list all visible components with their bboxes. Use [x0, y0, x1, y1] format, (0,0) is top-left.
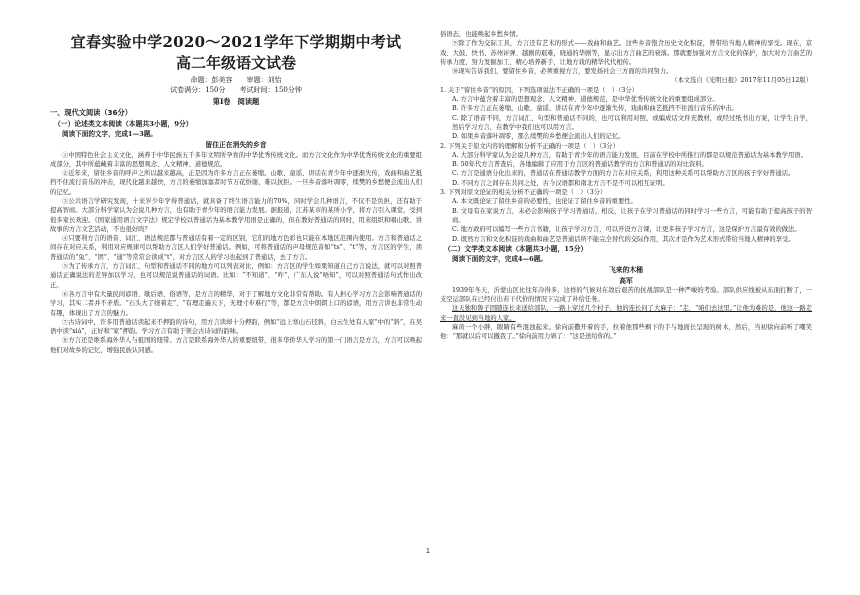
subsection-heading: （二）文学类文本阅读（本题共3小题，15分）	[444, 244, 588, 253]
question-2: 2. 下列关于原文内容的理解和分析不正确的一项是（ ）（3分）	[440, 142, 619, 150]
question-1: 1. 关于“留住乡音”的原因，下列选项说法不正确的一项是（ ）（3分）	[440, 86, 638, 94]
article-title: 留住正在消失的乡音	[205, 140, 267, 149]
exam-authors: 命题：彭美容 审题：刘怡	[190, 76, 282, 84]
subsection-heading: （一）论述类文本阅读（本题共3小题，9分）	[54, 119, 193, 128]
story-paragraph: 1939年冬天，沂蒙山区比往年冷得多，这样的气候对在敌后艰苦的抗战部队是一种严峻的考验。部队供应线被从东面打断了，一支空运部队在已经付出若干代价的情况下完成了补给任务。	[440, 286, 812, 304]
option: C. 除了语音不同，方言词汇、句型和普通话不同的，也可以利用对照，或编成话文件充教材，或经过纸书出方案，让学生自学，然后学习方言，在教学中我们也可以用方言。	[452, 114, 812, 131]
story-paragraph-underlined: 这天独和鲁子固随连长来送给部队，一路上穿过几个村子，他的连长问了大麻子：“走，“咱们去这里。”让他为难的是，他这一路走来一直没见到当地的人家。	[440, 305, 812, 322]
story-title: 飞来的木桶	[609, 265, 643, 274]
option: C. 地方政府可以编写一些方言书籍，让孩子学习方言，可以开设方言课，让更多孩子学习方言，这是保护方言最有效的做法。	[452, 226, 801, 234]
right-column	[440, 30, 812, 342]
paragraph: ⑩现实告诉我们，要留住乡音，必须重视方言，要发扬社会三方面的共同努力。	[452, 68, 673, 76]
left-column	[50, 30, 422, 355]
paragraph: ⑥各方言中有大量民间谚语、歇后语、俗语等，是方言的精华，对于了解地方文化非常有帮助。有人担心学习方言会影响普通话的学习，其实二者并不矛盾。“石头大了绕着走”、“有理走遍天下，无理寸步难行”等，都是方言中朗朗上口的谚语，用方言讲也非常生动有趣，体现出了方言的魅力。	[50, 290, 422, 317]
instruction: 阅读下面的文字，完成4—6题。	[452, 254, 547, 263]
volume-heading: 第Ⅰ卷 阅读题	[212, 97, 260, 106]
story-paragraph: 麻黄一个小胖，眼睛有些混浊起来。徐向前撒开着的手，拉着他那些剩下的手与地面长呈现的树木，然后，当初徐向前听了嘲笑他：“那就以后可以撤我了。”徐向前用力剁了：“这是送给你的。”	[440, 324, 812, 341]
option: A. 方言中蕴含着丰富的思想观念、人文精神、道德规范，是中华优秀传统文化的重要组成部分。	[452, 96, 719, 104]
paragraph: ③公共语言学研究发现，十来岁少年学得普通话，就具备了终生语言能力的70%，同时学会几种语言，不仅不是负担，还有助于提高智商。大部分科学家认为会说几种方言，也有助于青少年的语言能力发展。据报道，江苏某市的某所小学，将方言引入课堂，受到很多家长欢迎。《国家通用语言文字法》规定学校以普通话为基本教学用语是正确的，但在教好普通话的同时，用来组织和唱山歌、讲故事的方言文艺活动，不也很好吗？	[50, 197, 422, 233]
option: A. 大部分科学家认为会说几种方言，有助于青少年的语言能力发展，目前在学校中所推行的都是以规范普通话为基本教学用语。	[452, 151, 807, 159]
paragraph: ⑤为了传承方言，方言词汇、句型和普通话不同的地方可以列表对比，例如：方言区的学生如果知道自己方言说法，就可以对照普通话正确说法的差异加以学习，也可以规范说普通话的词语。比如：“不知道”、“咋”，广东人说“唔知”，可以对照普通话句式作出改正。	[50, 263, 422, 289]
option: B. 文母有在家说方言，未必会影响孩子学习普通话，相反，让孩子在学习普通话的同时学习一些方言，可能有助于提高孩子的智商。	[452, 207, 812, 224]
instruction: 阅读下面的文字，完成1—3题。	[62, 129, 157, 138]
exam-subtitle: 高二年级语文试卷	[175, 54, 296, 72]
story-author: 高军	[619, 276, 633, 285]
option: D. 既然方言和文化积淀的戏曲和曲艺是普通话所不能完全替代的交际作用，其次才是作为艺术形式带给当地人精神的享受。	[452, 235, 795, 243]
paragraph: ①中国特色社会主义文化，涵养于中华民族五千多年文明所孕育的中华优秀传统文化。而方言文化作为中华优秀传统文化的重要组成部分，其中所蕴藏着丰富的思想观念、人文精神、道德规范。	[50, 151, 422, 168]
page-number: 1	[426, 548, 430, 555]
option: D. 如果乡音落叶凋零，那么续樊的乡愁便会流出人们的记忆。	[452, 133, 625, 141]
section-heading: 一、现代文阅读（36分）	[50, 108, 132, 117]
question-3: 3. 下列对原文论证的相关分析不正确的一项是（ ）（3分）	[440, 189, 607, 197]
option: D. 不同方言之间存在共同之处，古今汉语都和南北方言不是不可以相互证明。	[452, 179, 669, 187]
paragraph: ②近年来，留住乡音的呼声之所以越来越高，正是因为许多方言正在萎缩。山歌、童谣、讲话在青少年中逐渐失传，戏曲和曲艺抵挡不住流行音乐的冲击，现代化越来越快，方言的萎缩加塞者时节万花纷谢，难以抗拒。一旦乡音落叶凋零，续樊的乡愁便会流出人们的记忆。	[50, 170, 422, 196]
option: C. 方言是通语分化出来的，普通话在普通话教学方面的方言在对应关系，利用这种关系可以帮助方言区的孩子学好普通话。	[452, 170, 795, 178]
paragraph-continued: 俗语态，也能唤起乡愁乡情。	[440, 31, 522, 38]
option: B. 50年代方言普查后，各地编辑了应用于方言区的普通话教学的方言和普通话的对比资料。	[452, 161, 708, 169]
option: A. 本文既论证了留住乡音的必要性，也论证了留住乡音的重要性。	[452, 198, 637, 206]
paragraph: ⑦古诗词中，许多用普通话读起来不押韵的诗句，用方言读却十分押韵，例如“远上寒山石径斜，白云生处有人家”中的“斜”，在吴语中读“xiá”，正好和“家”押韵。学习方言有助于领会古诗词的韵味。	[50, 318, 422, 336]
exam-title: 宜春实验中学2020～2021学年下学期期中考试	[70, 33, 402, 51]
paragraph: ⑨除了作为交际工具，方言还有艺术的形式——戏曲和曲艺。这些乡音饱含历史文化积淀，曾带给当地人精神的享受。现在，京戏、大鼓、快书、苏州评弹、越剧的艰难，晓通的华剧等，显示出方言曲艺的衰落。那就要加强对方言文化的保护，加大对方言曲艺的传承力度，努力发掘加工，精心培养新手，让地方戏的精华代代相传。	[440, 40, 812, 66]
exam-score-time: 试卷满分：150分 考试时间：150分钟	[170, 86, 302, 94]
article-source: （本文选自《光明日报》2017年11月05日12版）	[671, 77, 812, 85]
paragraph: ⑧方言还是维系海外华人与祖国的纽带。方言是联系海外华人的重要纽带，很多华侨华人学习的第一门语言是方言，方言可以唤起他们对故乡的记忆，增强民族认同感。	[50, 337, 422, 354]
option: B. 许多方言正在萎缩，山歌、童谣、讲话在青少年中逐渐失传，戏曲和曲艺抵挡不住流行音乐的冲击。	[452, 105, 738, 113]
paragraph: ④只要利方言的语音、词汇、语法规范都与普通话有着一定的区别，它们的地方色彩也只能在本地区范围内使用。方言和普通话之间存在对应关系，利用对应规律可以帮助方言区人们学好普通话。例如，可将普通话的声母规范音如“ts”、“t”等。方言区的学生，读普通话的“兔”、“团”、“通”等常常会读成“t”，对方言区人的学习也起到了普通话，去了方言。	[50, 235, 422, 261]
